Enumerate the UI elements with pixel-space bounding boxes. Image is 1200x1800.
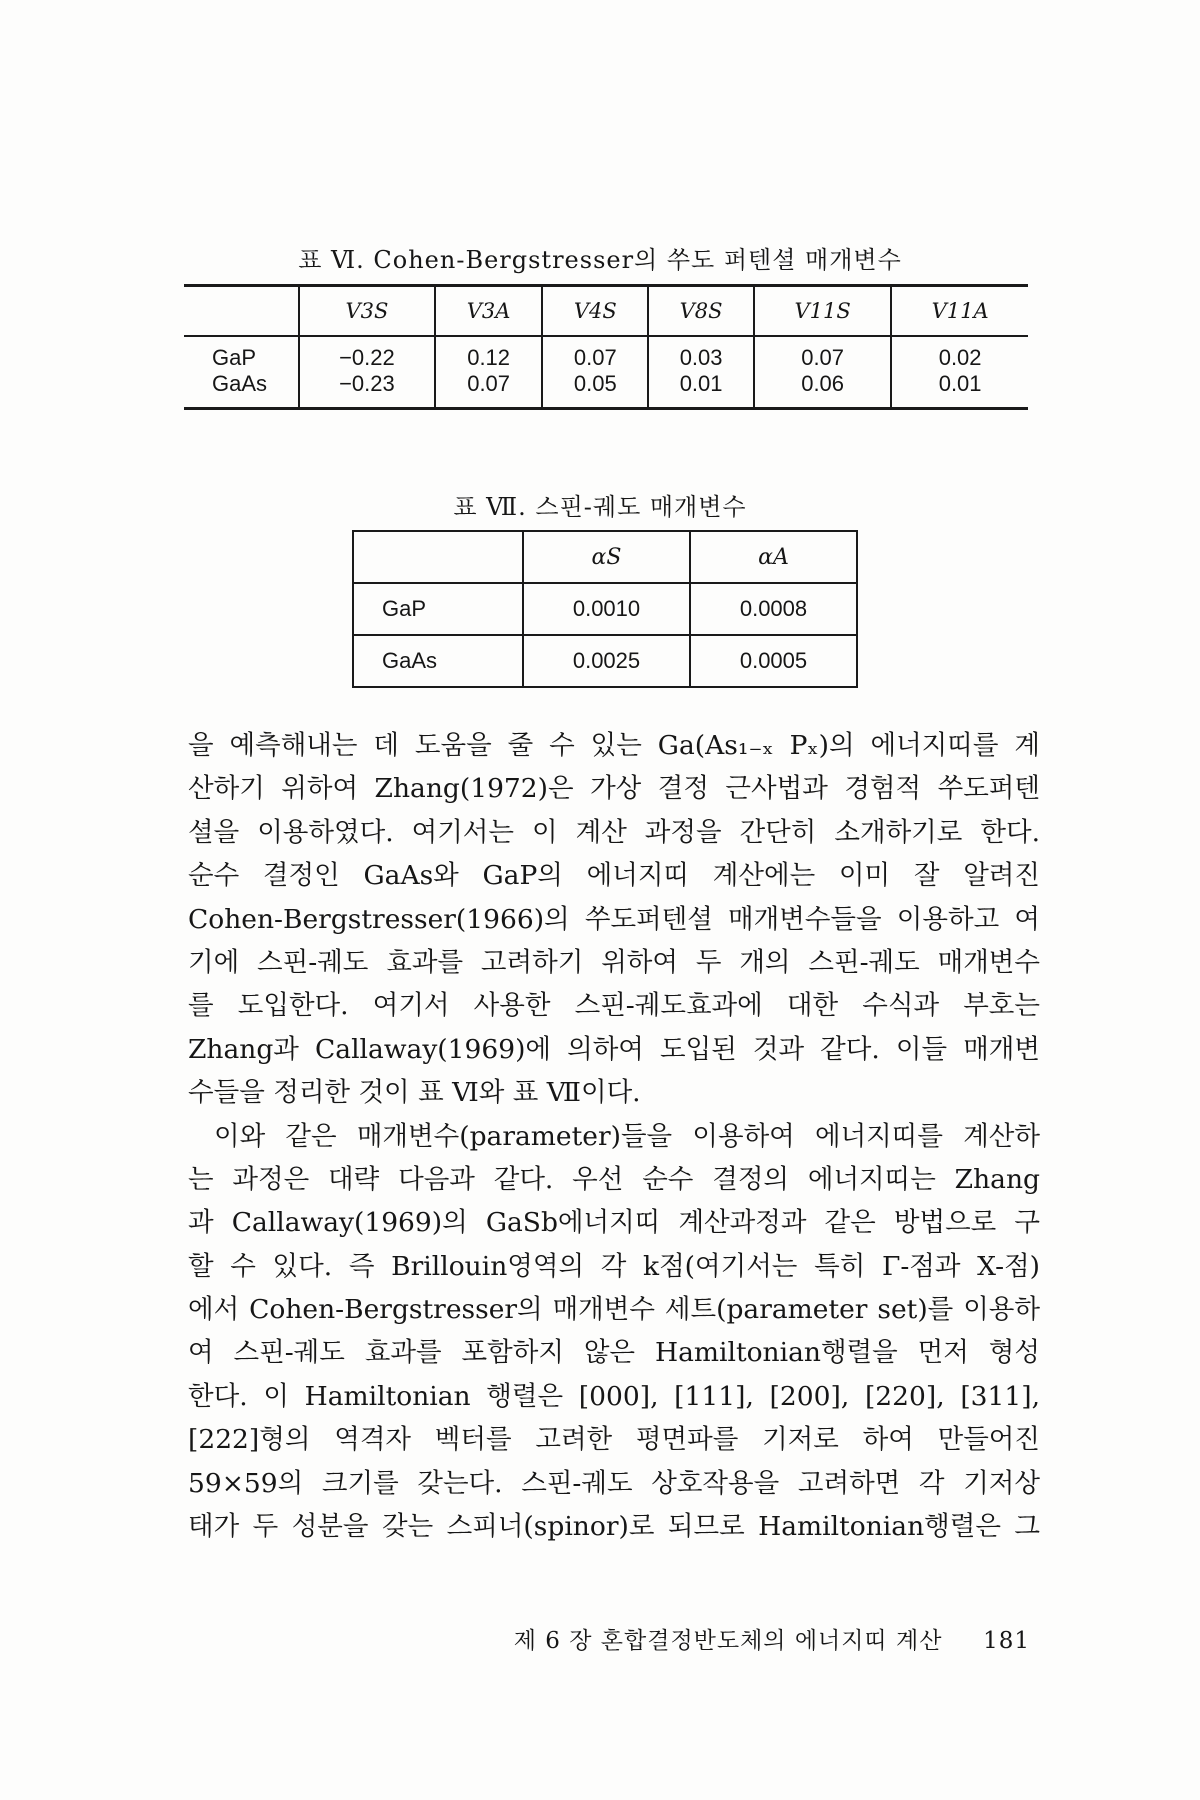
text-line: 할 수 있다. 즉 Brillouin영역의 각 k점(여기서는 특히 Γ-점과 X-점) (188, 1250, 1040, 1282)
text-line: 에서 Cohen-Bergstresser의 매개변수 세트(parameter set)를 이용하 (188, 1294, 1040, 1326)
row-label: GaP (212, 344, 257, 370)
text-line: 셜을 이용하였다. 여기서는 이 계산 과정을 간단히 소개하기로 한다. (188, 816, 1040, 848)
row-label: GaP (353, 583, 523, 635)
header-v3s (299, 286, 435, 336)
spin-orbit-table (352, 530, 858, 688)
header-v11s (754, 286, 891, 336)
table-header-row (353, 531, 857, 583)
table-cell: −0.23 (299, 371, 435, 409)
header-alpha-a (690, 531, 857, 583)
table-cell: 0.05 (542, 371, 648, 409)
paragraph-1 (188, 724, 1040, 1115)
text-line: 한다. 이 Hamiltonian 행렬은 [000], [111], [200], [220], [311], (188, 1380, 1040, 1412)
table-row (184, 336, 1028, 371)
table-cell: 0.0005 (690, 635, 857, 687)
table-cell: 0.03 (648, 336, 754, 371)
paragraph-2 (188, 1115, 1040, 1549)
text-line: 59×59의 크기를 갖는다. 스핀-궤도 상호작용을 고려하면 각 기저상 (188, 1467, 1040, 1499)
table-6-caption: 표 Ⅵ. Cohen-Bergstresser의 쑤도 퍼텐셜 매개변수 (298, 246, 902, 274)
pseudopotential-table (184, 284, 1028, 410)
text-line: Zhang과 Callaway(1969)에 의하여 도입된 것과 같다. 이들 매개변 (188, 1033, 1040, 1065)
text-line: 수들을 정리한 것이 표 Ⅵ와 표 Ⅶ이다. (188, 1077, 641, 1109)
header-label: V3A (466, 298, 511, 323)
table-cell: 0.07 (754, 336, 891, 371)
header-alpha-s (523, 531, 690, 583)
text-line: 을 예측해내는 데 도움을 줄 수 있는 Ga(As₁₋ₓ Pₓ)의 에너지띠를 계 (188, 730, 1040, 761)
table-cell: 0.07 (542, 336, 648, 371)
header-v11a (891, 286, 1028, 336)
table-row (353, 635, 857, 687)
table-cell: 0.02 (891, 336, 1028, 371)
text-line: 를 도입한다. 여기서 사용한 스핀-궤도효과에 대한 수식과 부호는 (188, 990, 1040, 1022)
text-line: [222]형의 역격자 벡터를 고려한 평면파를 기저로 하여 만들어진 (188, 1424, 1040, 1456)
text-line: 산하기 위하여 Zhang(1972)은 가상 결정 근사법과 경험적 쑤도퍼텐 (188, 773, 1040, 805)
header-label: V8S (679, 298, 723, 323)
table-header-row (184, 286, 1028, 336)
header-empty (353, 531, 523, 583)
text-line: 는 과정은 대략 다음과 같다. 우선 순수 결정의 에너지띠는 Zhang (188, 1163, 1040, 1195)
table-cell: 0.0010 (523, 583, 690, 635)
chapter-title: 제 6 장 혼합결정반도체의 에너지띠 계산 (513, 1628, 943, 1654)
header-label: αA (758, 544, 789, 570)
table-cell: −0.22 (299, 336, 435, 371)
table-cell: 0.01 (891, 371, 1028, 409)
header-label: V11A (931, 298, 989, 323)
page-number: 181 (983, 1628, 1030, 1654)
table-cell: 0.06 (754, 371, 891, 409)
text-line: 여 스핀-궤도 효과를 포함하지 않은 Hamiltonian행렬을 먼저 형성 (188, 1337, 1040, 1369)
table-row (353, 583, 857, 635)
table-cell: 0.0008 (690, 583, 857, 635)
table-cell: 0.07 (435, 371, 543, 409)
text-line: 태가 두 성분을 갖는 스피너(spinor)로 되므로 Hamiltonian행렬은 그 (188, 1511, 1040, 1543)
header-label: αS (591, 544, 622, 570)
row-label: GaAs (212, 370, 268, 396)
text-line: Cohen-Bergstresser(1966)의 쑤도퍼텐셜 매개변수들을 이용하고 여 (188, 903, 1040, 935)
text-line: 과 Callaway(1969)의 GaSb에너지띠 계산과정과 같은 방법으로 구 (188, 1207, 1040, 1239)
table-cell: 0.01 (648, 371, 754, 409)
header-empty (184, 286, 299, 336)
header-label: V11S (794, 298, 851, 323)
header-v4s (542, 286, 648, 336)
text-line: 순수 결정인 GaAs와 GaP의 에너지띠 계산에는 이미 잘 알려진 (188, 860, 1040, 892)
text-line: 기에 스핀-궤도 효과를 고려하기 위하여 두 개의 스핀-궤도 매개변수 (188, 946, 1040, 978)
table-7-caption: 표 Ⅶ. 스핀-궤도 매개변수 (453, 493, 747, 521)
row-label: GaAs (382, 648, 438, 673)
text-line: 이와 같은 매개변수(parameter)들을 이용하여 에너지띠를 계산하 (214, 1120, 1040, 1152)
header-v8s (648, 286, 754, 336)
header-v3a (435, 286, 543, 336)
table-row (184, 371, 1028, 409)
table-cell: 0.0025 (523, 635, 690, 687)
table-cell: 0.12 (435, 336, 543, 371)
body-text (188, 724, 1040, 1548)
running-footer (0, 1622, 1030, 1655)
header-label: V3S (345, 298, 389, 323)
header-label: V4S (573, 298, 617, 323)
